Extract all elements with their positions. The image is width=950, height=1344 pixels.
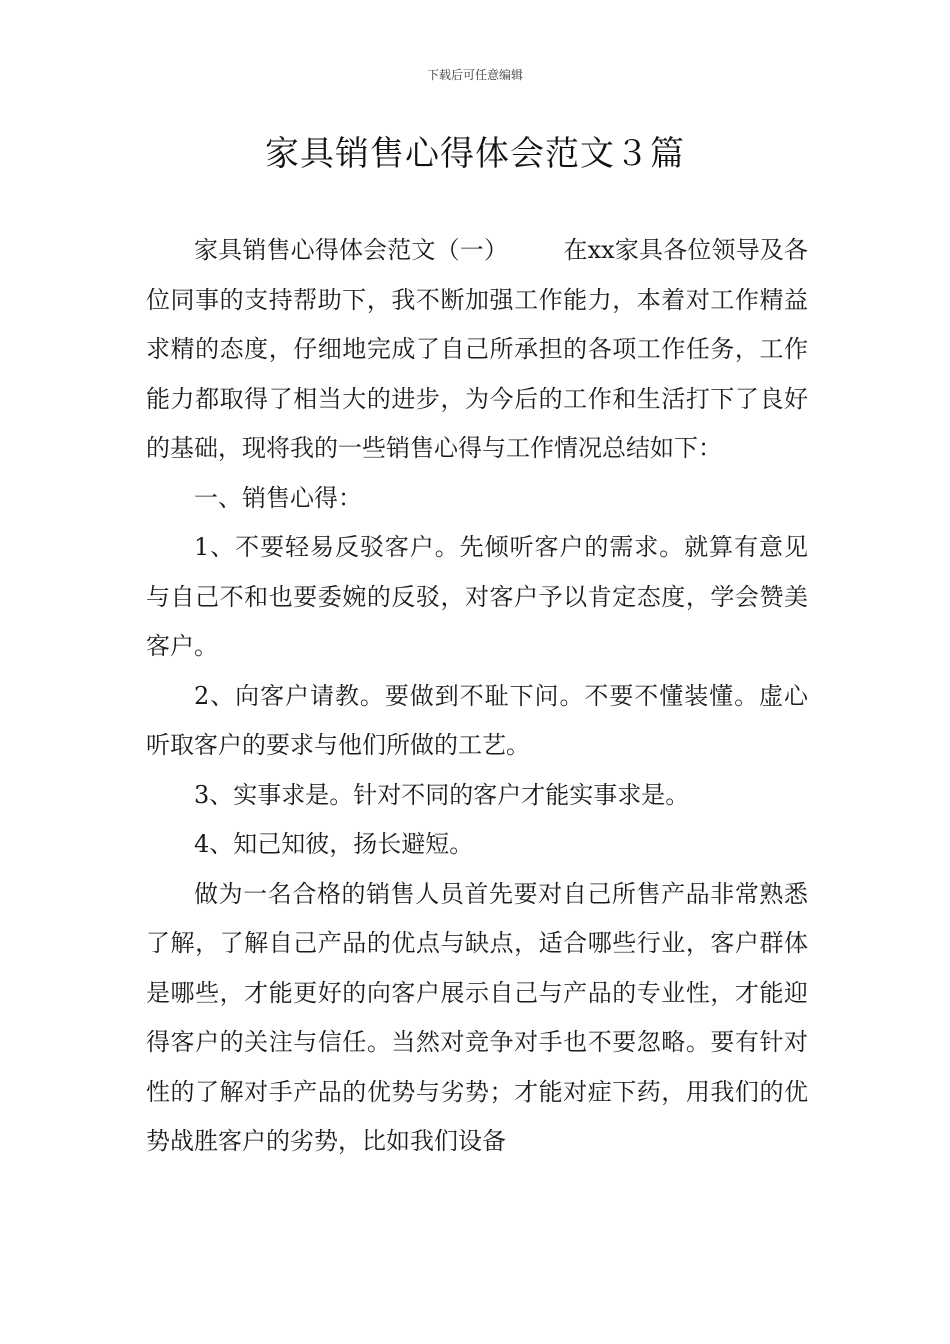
document-body	[146, 226, 808, 1167]
paragraph-item-4: 4、知己知彼，扬长避短。	[194, 830, 474, 858]
document-title: 家具销售心得体会范文３篇	[265, 134, 685, 174]
paragraph-item-3: 3、实事求是。针对不同的客户才能实事求是。	[194, 780, 690, 809]
header-note: 下载后可任意编辑	[426, 68, 523, 82]
intro-paragraph	[146, 226, 808, 474]
section-label: 家具销售心得体会范文（一）	[194, 236, 509, 264]
paragraph-heading-sales: 一、销售心得：	[194, 483, 362, 512]
paragraph-item-2: 2、向客户请教。要做到不耻下问。不要不懂装懂。虚心听取客户的要求与他们所做的工艺。	[146, 681, 808, 759]
paragraph-body: 做为一名合格的销售人员首先要对自己所售产品非常熟悉了解，了解自己产品的优点与缺点，适合哪些行业，客户群体是哪些，才能更好的向客户展示自己与产品的专业性，才能迎得客户的关注与信任。当然对竞争对手也不要忽略。要有针对性的了解对手产品的优势与劣势；才能对症下药，用我们的优势战胜客户的劣势，比如我们设备	[146, 879, 808, 1155]
intro-text: 在xx家具各位领导及各位同事的支持帮助下，我不断加强工作能力，本着对工作精益求精的态度，仔细地完成了自己所承担的各项工作任务，工作能力都取得了相当大的进步，为今后的工作和生活打下了良好的基础，现将我的一些销售心得与工作情况总结如下：	[146, 236, 809, 462]
paragraph-item-1: 1、不要轻易反驳客户。先倾听客户的需求。就算有意见与自己不和也要委婉的反驳，对客户予以肯定态度，学会赞美客户。	[146, 533, 808, 660]
